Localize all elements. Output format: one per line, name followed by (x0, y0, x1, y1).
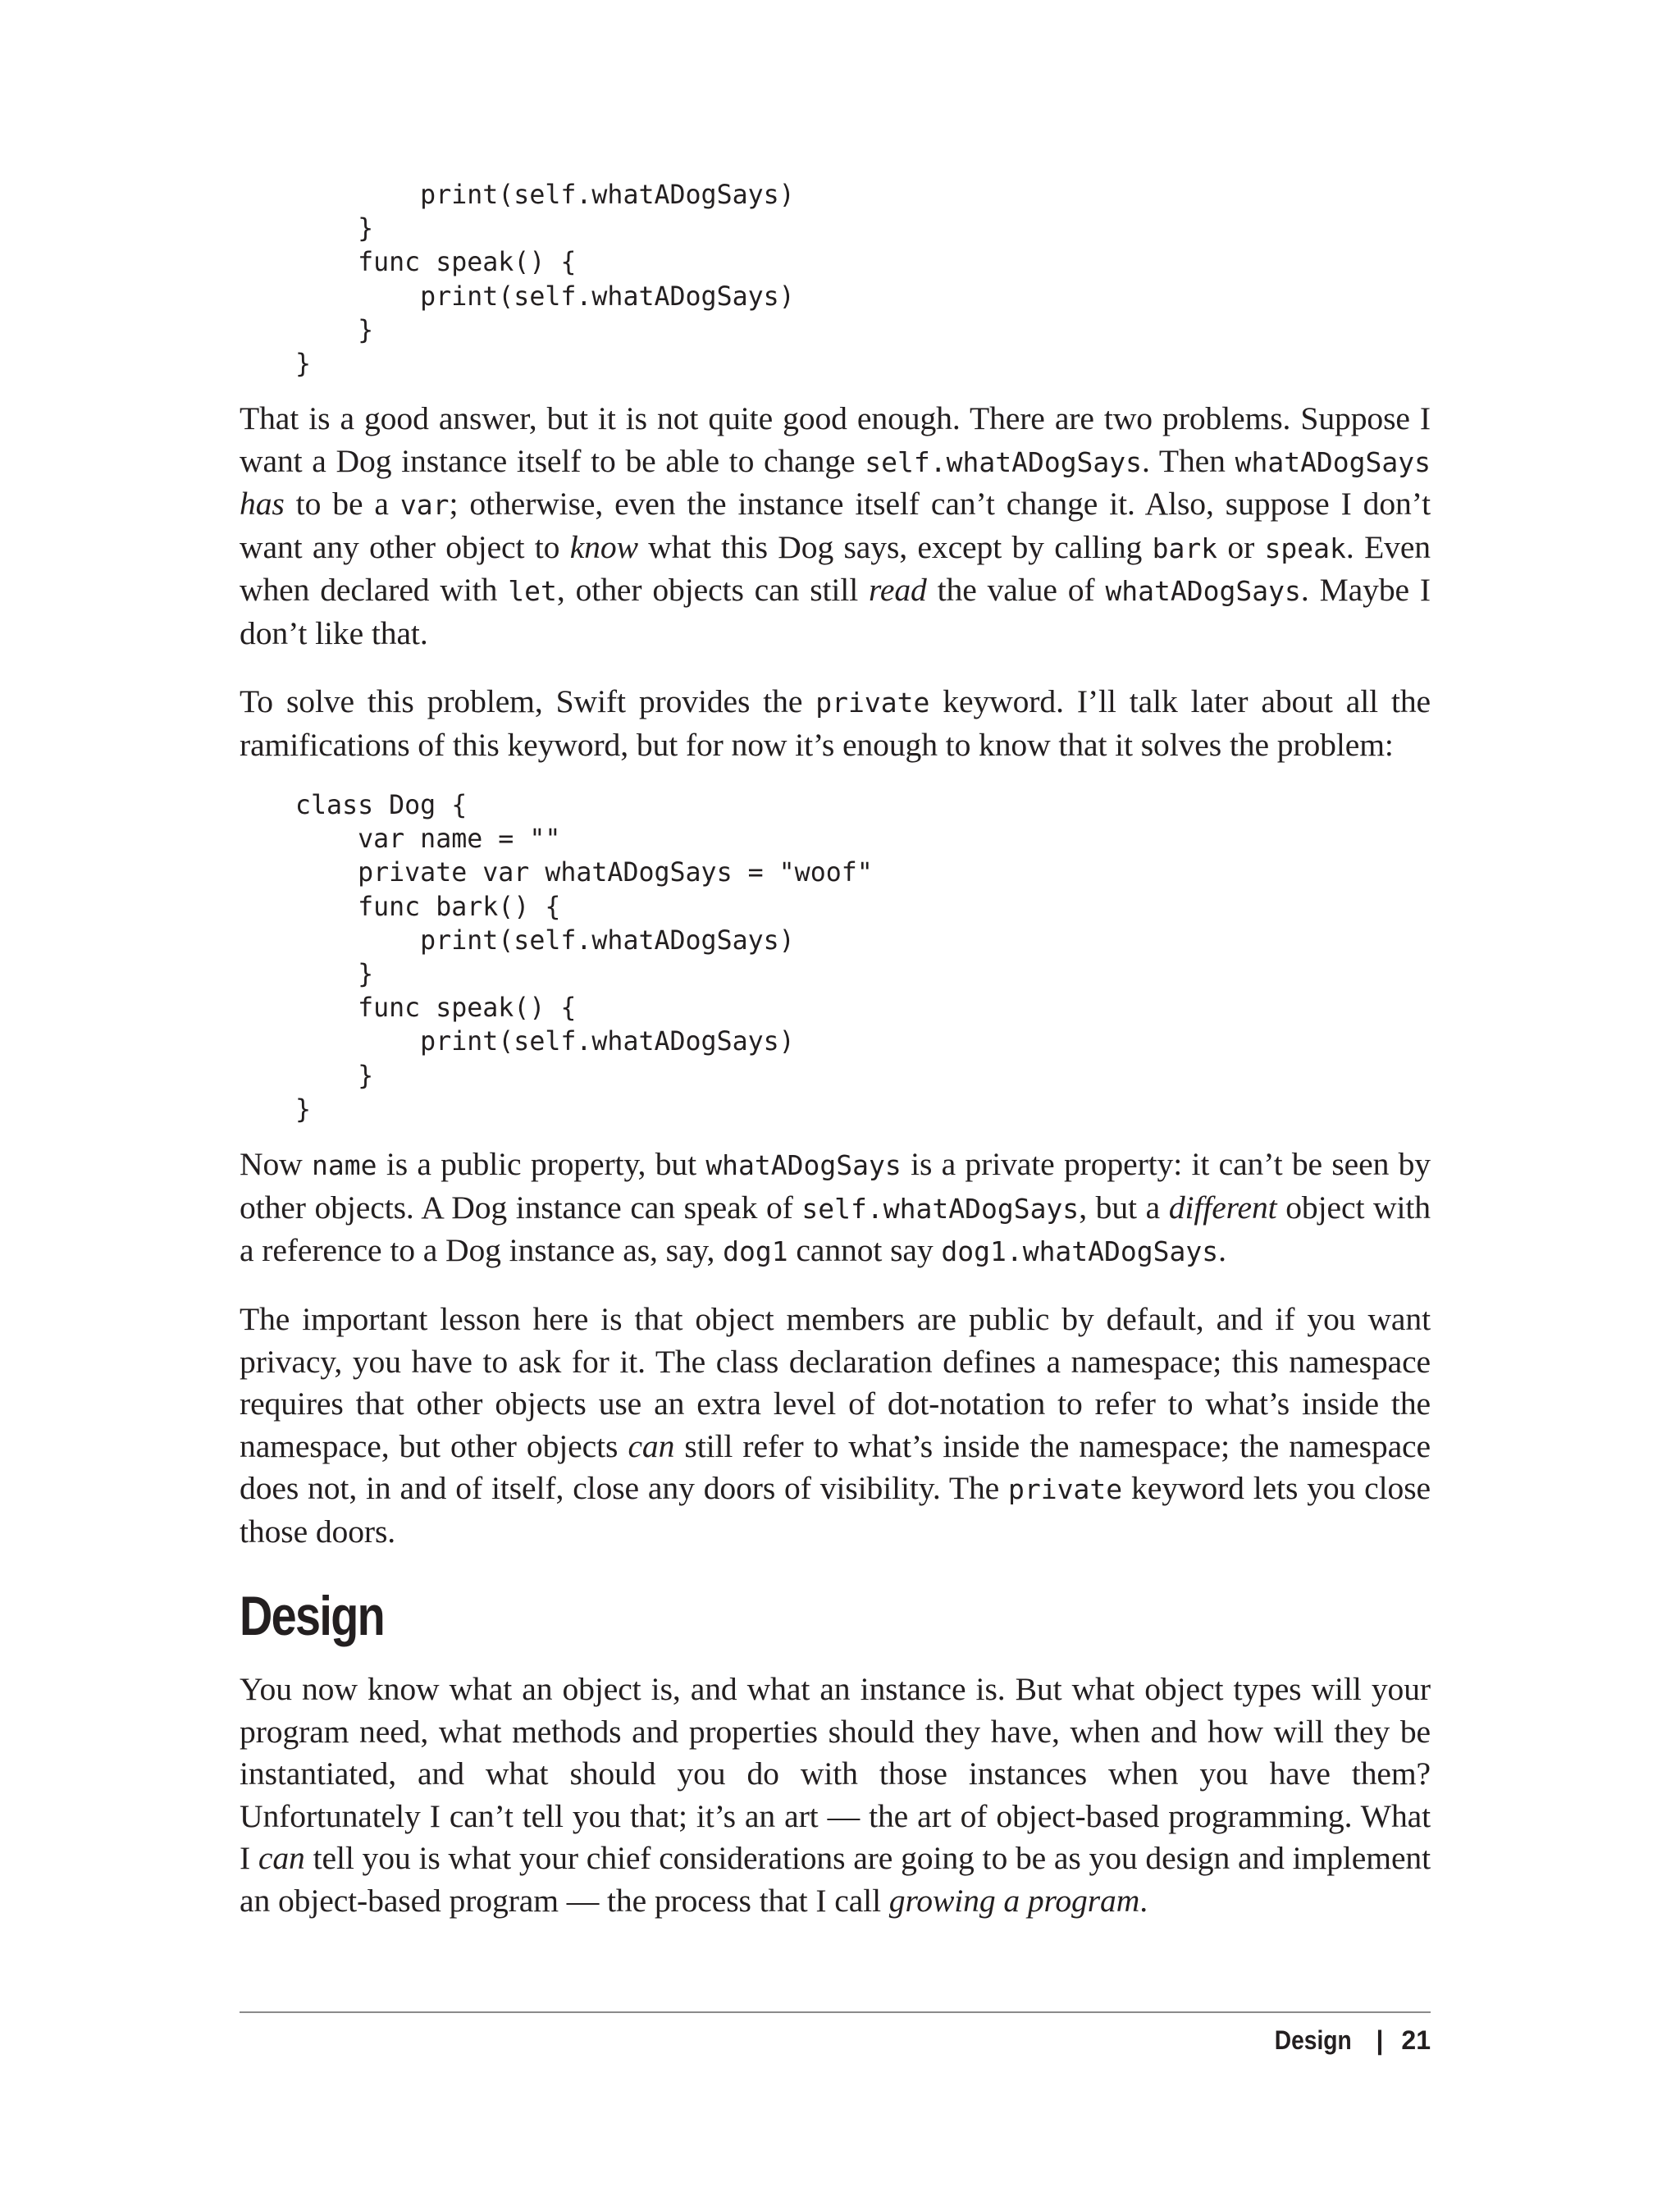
code-line: func bark() { (295, 892, 561, 922)
code-line: } (295, 315, 374, 345)
inline-code: name (312, 1149, 377, 1181)
emphasis: growing a program (888, 1882, 1140, 1919)
body-paragraph: To solve this problem, Swift provides the private keyword. I’ll talk later about all the ramifications of this keyword, but for now it’s enough to know that it solves the problem: (240, 683, 1431, 763)
emphasis: read (869, 572, 927, 609)
running-footer-section: Design (1274, 2025, 1352, 2055)
code-line: print(self.whatADogSays) (295, 925, 795, 956)
footer-separator: | (1376, 2025, 1384, 2055)
code-line: print(self.whatADogSays) (295, 1027, 795, 1057)
inline-code: private (1008, 1473, 1123, 1506)
inline-code: self.whatADogSays (801, 1192, 1080, 1225)
inline-code: private (815, 687, 930, 719)
inline-code: let (508, 575, 557, 608)
emphasis: different (1168, 1189, 1277, 1226)
code-block (295, 179, 795, 381)
code-line: class Dog { (295, 791, 468, 820)
code-line: print(self.whatADogSays) (295, 180, 795, 210)
code-line: } (295, 214, 374, 244)
emphasis: has (240, 486, 285, 523)
inline-code: whatADogSays (705, 1149, 902, 1181)
inline-code: whatADogSays (1105, 575, 1301, 608)
page-footer (1264, 2020, 1431, 2061)
inline-code: dog1.whatADogSays (941, 1235, 1219, 1268)
inline-code: bark (1152, 532, 1218, 564)
footer-divider (240, 2011, 1431, 2013)
body-paragraph: That is a good answer, but it is not quite good enough. There are two problems. Suppose I want a Dog instance itself to be able to change self.whatADogSays. Then whatADogSays has to be a var; otherwise, even the instance itself can’t change it. Also, suppose I don’t want any other object to know what this Dog says, except by calling bark or speak. Even when declared with let, other objects can still read the value of whatADogSays. Maybe I don’t like that. (240, 400, 1431, 651)
section-heading: Design (240, 1585, 385, 1647)
emphasis: can (628, 1427, 675, 1464)
inline-code: speak (1264, 532, 1346, 564)
inline-code: self.whatADogSays (865, 445, 1143, 478)
code-line: } (295, 349, 312, 379)
code-block (295, 789, 873, 1127)
emphasis: know (569, 528, 638, 565)
inline-code: dog1 (723, 1235, 788, 1268)
code-line: } (295, 1094, 312, 1125)
emphasis: can (258, 1840, 305, 1877)
code-line: private var whatADogSays = "woof" (295, 858, 873, 888)
body-paragraph: The important lesson here is that object members are public by default, and if you want privacy, you have to ask for it. The class declaration defines a namespace; this namespace requires that other objects use an extra level of dot-notation to refer to what’s inside the namespace, but other objects can still refer to what’s inside the namespace; the namespace does not, in and of itself, close any doors of visibility. The private keyword lets you close those doors. (240, 1301, 1431, 1550)
code-line: print(self.whatADogSays) (295, 281, 795, 312)
inline-code: whatADogSays (1235, 445, 1431, 478)
code-line: func speak() { (295, 993, 577, 1024)
body-paragraph: Now name is a public property, but whatADogSays is a private property: it can’t be seen by other objects. A Dog instance can speak of self.whatADogSays, but a different object with a reference to a Dog instance as, say, dog1 cannot say dog1.whatADogSays. (240, 1146, 1431, 1269)
code-line: func speak() { (295, 248, 577, 278)
code-line: var name = "" (295, 824, 561, 855)
code-line: } (295, 1061, 374, 1091)
inline-code: var (399, 489, 450, 522)
body-paragraph: You now know what an object is, and what an instance is. But what object types will your program need, what methods and properties should they have, when and how will they be instantiated, and what should you do with those instances when you have them? Unfortunately I can’t tell you that; it’s an art — the art of object-based programming. What I can tell you is what your chief considerations are going to be as you design and implement an object-based program — the process that I call growing a program. (240, 1671, 1431, 1919)
page-number: 21 (1401, 2025, 1431, 2055)
code-line: } (295, 959, 374, 989)
